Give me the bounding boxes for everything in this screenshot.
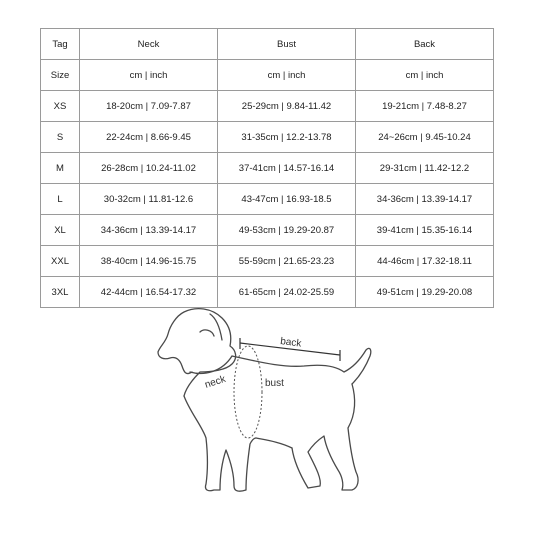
- back-cell: 49-51cm | 19.29-20.08: [356, 277, 494, 308]
- bust-cell: 25-29cm | 9.84-11.42: [218, 91, 356, 122]
- back-cell: 34-36cm | 13.39-14.17: [356, 184, 494, 215]
- dog-hind-outline: [292, 384, 358, 490]
- neck-cell: 18-20cm | 7.09-7.87: [80, 91, 218, 122]
- neck-cell: 34-36cm | 13.39-14.17: [80, 215, 218, 246]
- dog-back-outline: [232, 348, 371, 384]
- bust-cell: 43-47cm | 16.93-18.5: [218, 184, 356, 215]
- units-back: cm | inch: [356, 60, 494, 91]
- neck-cell: 22-24cm | 8.66-9.45: [80, 122, 218, 153]
- units-bust: cm | inch: [218, 60, 356, 91]
- neck-label: neck: [203, 373, 228, 391]
- neck-cell: 38-40cm | 14.96-15.75: [80, 246, 218, 277]
- back-cell: 39-41cm | 15.35-16.14: [356, 215, 494, 246]
- neck-cell: 26-28cm | 10.24-11.02: [80, 153, 218, 184]
- units-neck: cm | inch: [80, 60, 218, 91]
- dog-belly-outline: [256, 438, 292, 448]
- bust-cell: 37-41cm | 14.57-16.14: [218, 153, 356, 184]
- bust-cell: 31-35cm | 12.2-13.78: [218, 122, 356, 153]
- size-cell: M: [41, 153, 80, 184]
- size-cell: XXL: [41, 246, 80, 277]
- header-bust: Bust: [218, 29, 356, 60]
- bust-cell: 55-59cm | 21.65-23.23: [218, 246, 356, 277]
- size-cell: L: [41, 184, 80, 215]
- back-cell: 24~26cm | 9.45-10.24: [356, 122, 494, 153]
- dog-front-outline: [184, 396, 256, 491]
- bust-cell: 49-53cm | 19.29-20.87: [218, 215, 356, 246]
- neck-cell: 42-44cm | 16.54-17.32: [80, 277, 218, 308]
- bust-cell: 61-65cm | 24.02-25.59: [218, 277, 356, 308]
- dog-ear-outline: [210, 314, 222, 340]
- back-cell: 29-31cm | 11.42-12.2: [356, 153, 494, 184]
- size-cell: 3XL: [41, 277, 80, 308]
- back-cell: 19-21cm | 7.48-8.27: [356, 91, 494, 122]
- header-neck: Neck: [80, 29, 218, 60]
- back-label: back: [279, 336, 302, 350]
- back-cell: 44-46cm | 17.32-18.11: [356, 246, 494, 277]
- header-tag: Tag: [41, 29, 80, 60]
- neck-strap: [190, 356, 232, 373]
- units-size: Size: [41, 60, 80, 91]
- size-cell: XS: [41, 91, 80, 122]
- header-back: Back: [356, 29, 494, 60]
- bust-label: bust: [265, 378, 284, 389]
- size-cell: XL: [41, 215, 80, 246]
- size-cell: S: [41, 122, 80, 153]
- neck-cell: 30-32cm | 11.81-12.6: [80, 184, 218, 215]
